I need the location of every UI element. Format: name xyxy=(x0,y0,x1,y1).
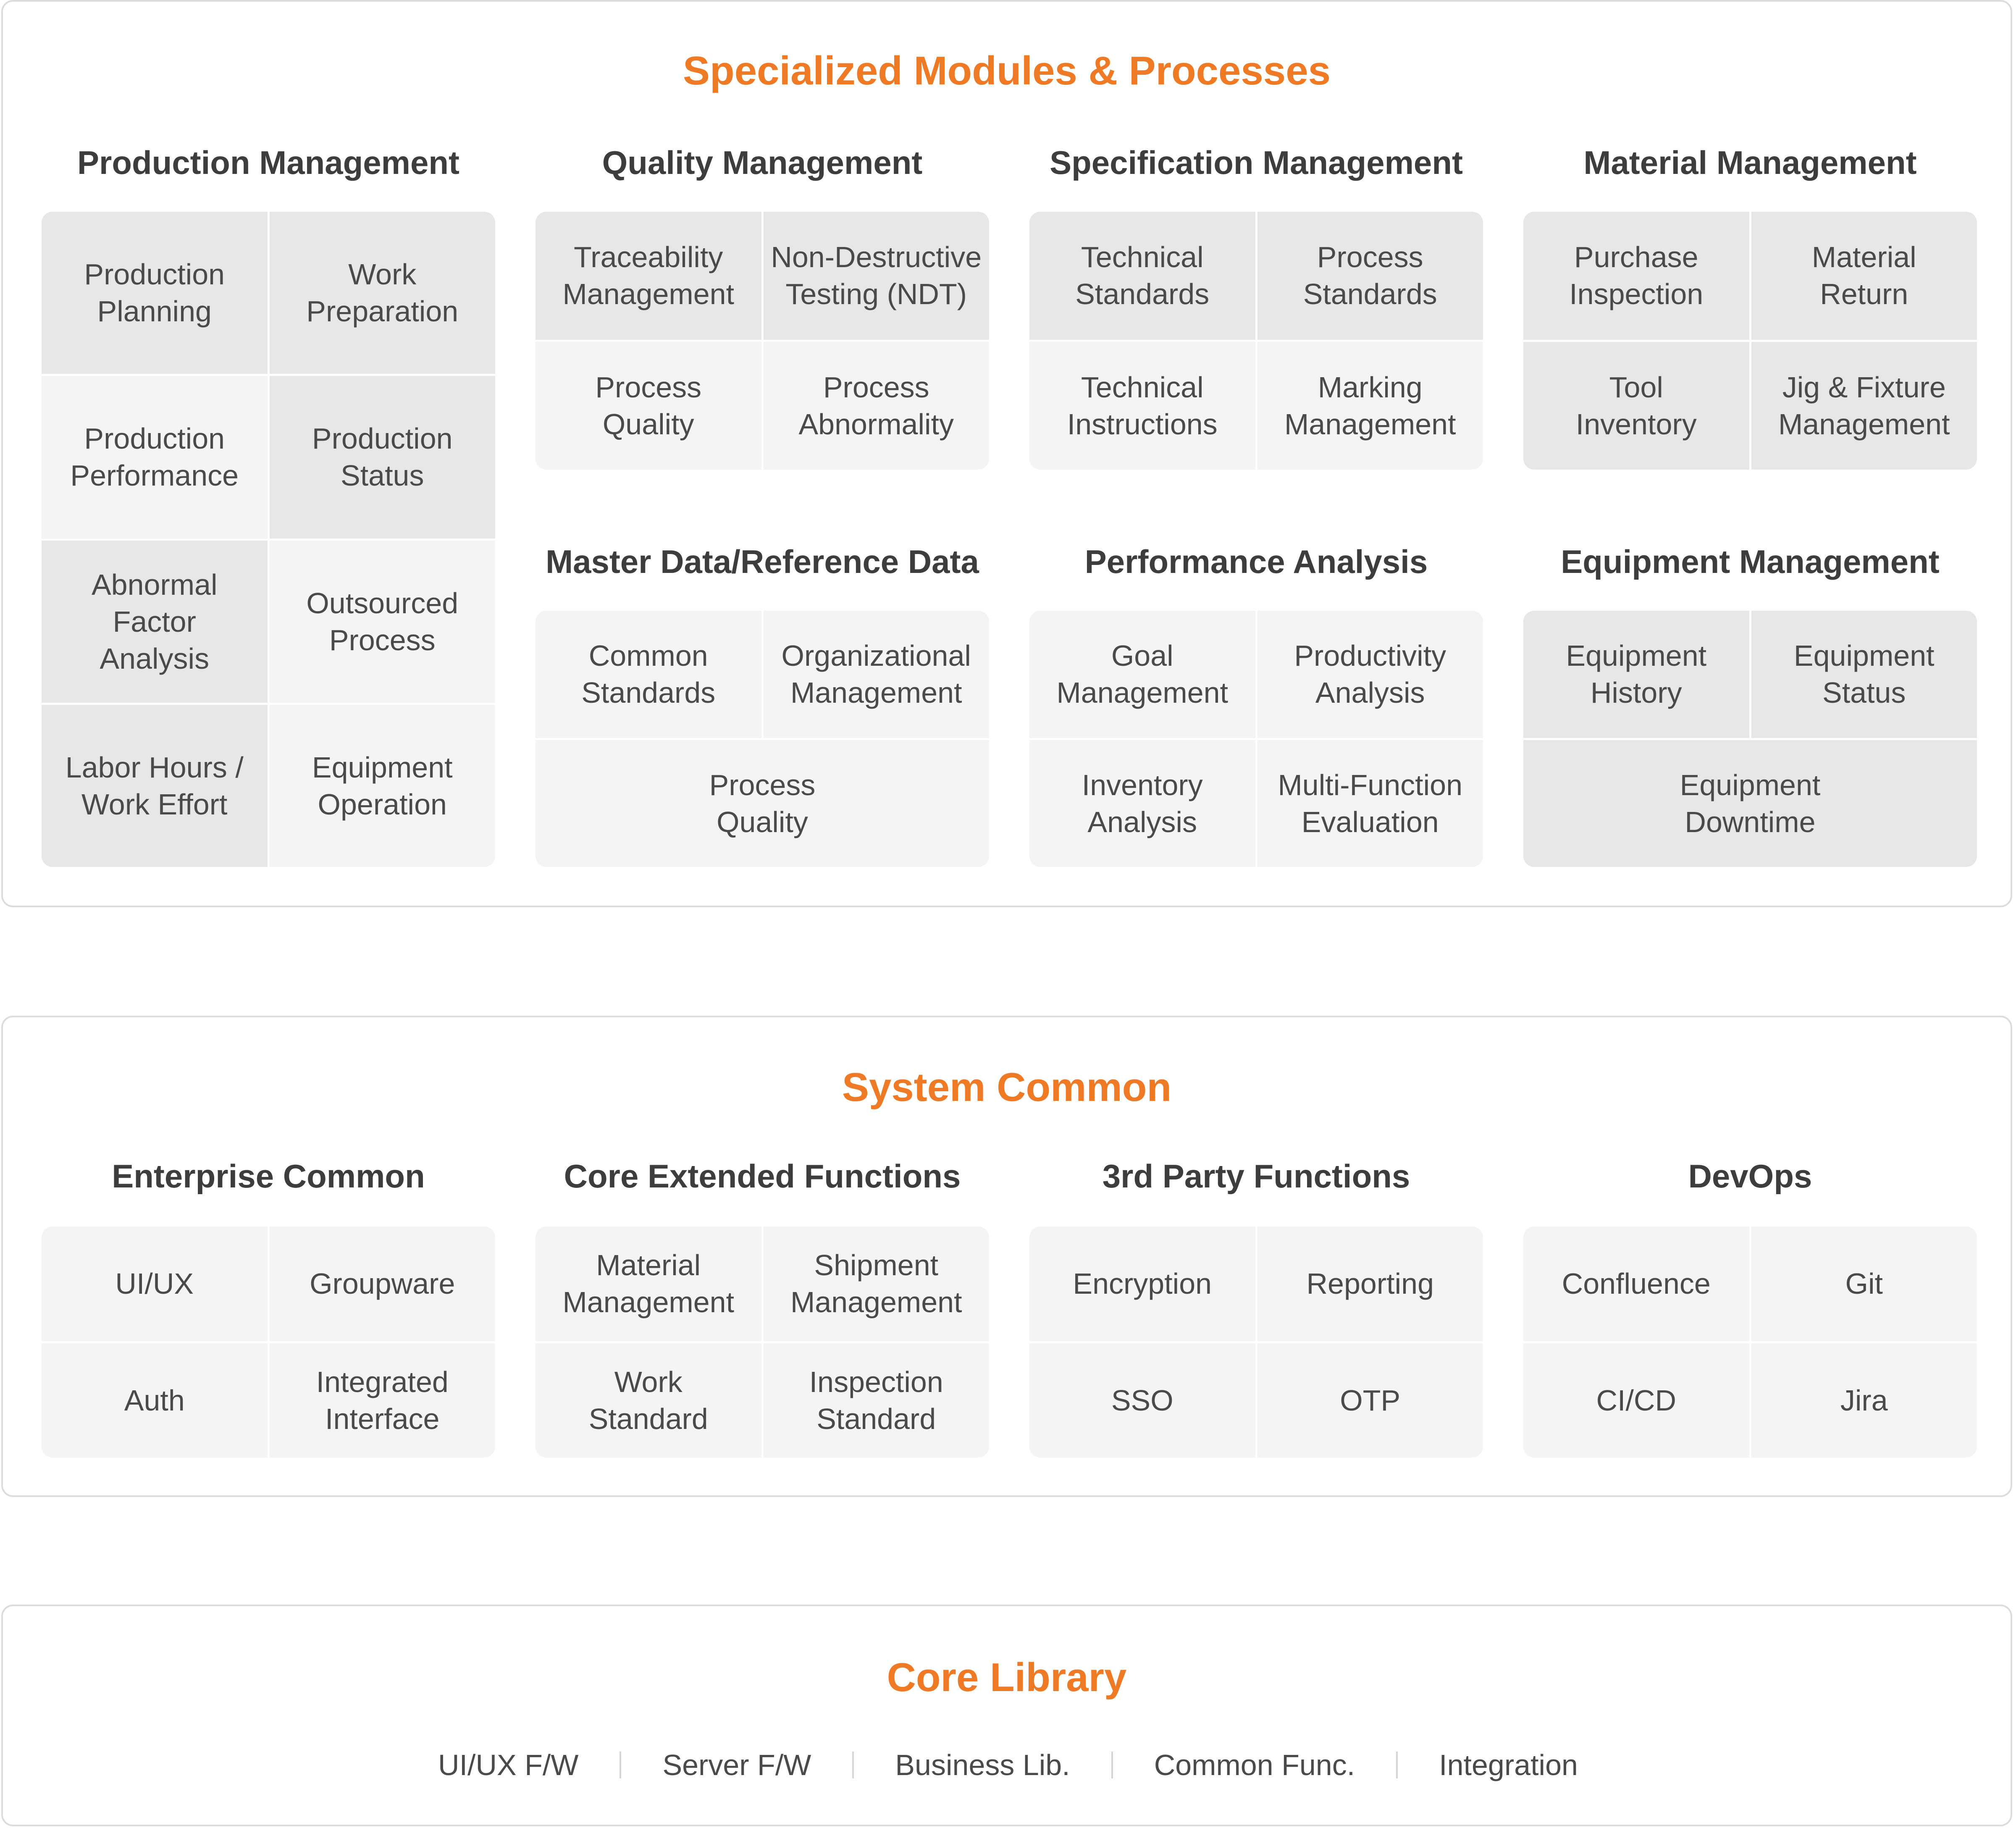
purchase-inspection-cell: Purchase Inspection xyxy=(1523,212,1749,340)
jira-cell: Jira xyxy=(1751,1343,1977,1458)
production-planning-cell: Production Planning xyxy=(42,212,268,374)
inventory-analysis-cell: Inventory Analysis xyxy=(1029,740,1255,867)
ui-ux-cell: UI/UX xyxy=(42,1227,268,1341)
productivity-analysis-cell: Productivity Analysis xyxy=(1257,611,1483,738)
otp-cell: OTP xyxy=(1257,1343,1483,1458)
production-performance-cell: Production Performance xyxy=(42,376,268,538)
technical-standards-cell: Technical Standards xyxy=(1029,212,1255,340)
equipment-history-cell: Equipment History xyxy=(1523,611,1749,738)
ci-cd-cell: CI/CD xyxy=(1523,1343,1749,1458)
core-item-common-func: Common Func. xyxy=(1154,1749,1355,1781)
core-library-title: Core Library xyxy=(887,1655,1127,1700)
confluence-cell: Confluence xyxy=(1523,1227,1749,1341)
specification-management-title: Specification Management xyxy=(1050,144,1463,181)
process-quality-cell: Process Quality xyxy=(536,342,761,470)
process-abnormality-cell: Process Abnormality xyxy=(764,342,990,470)
quality-management-grid xyxy=(536,212,989,470)
tool-inventory-cell: Tool Inventory xyxy=(1523,342,1749,470)
encryption-cell: Encryption xyxy=(1029,1227,1255,1341)
equipment-status-cell: Equipment Status xyxy=(1751,611,1977,738)
integrated-interface-cell: Integrated Interface xyxy=(270,1343,496,1458)
devops-grid xyxy=(1523,1227,1977,1458)
specialized-modules-panel xyxy=(1,0,2012,907)
system-common-title: System Common xyxy=(842,1065,1172,1110)
sso-cell: SSO xyxy=(1029,1343,1255,1458)
groupware-cell: Groupware xyxy=(270,1227,496,1341)
core-extended-title: Core Extended Functions xyxy=(564,1158,961,1195)
work-standard-cell: Work Standard xyxy=(536,1343,761,1458)
multi-function-evaluation-cell: Multi-Function Evaluation xyxy=(1257,740,1483,867)
auth-cell: Auth xyxy=(42,1343,268,1458)
quality-management-title: Quality Management xyxy=(602,144,923,181)
specialized-modules-title: Specialized Modules & Processes xyxy=(683,48,1331,93)
production-management-title: Production Management xyxy=(77,144,460,181)
outsourced-process-cell: Outsourced Process xyxy=(270,541,496,703)
material-management-ext-cell: Material Management xyxy=(536,1227,761,1341)
common-standards-cell: Common Standards xyxy=(536,611,761,738)
inspection-standard-cell: Inspection Standard xyxy=(764,1343,990,1458)
traceability-management-cell: Traceability Management xyxy=(536,212,761,340)
production-status-cell: Production Status xyxy=(270,376,496,538)
enterprise-common-title: Enterprise Common xyxy=(112,1158,425,1195)
reporting-cell: Reporting xyxy=(1257,1227,1483,1341)
equipment-management-grid xyxy=(1523,611,1977,867)
core-library-items xyxy=(0,1747,2016,1783)
process-standards-cell: Process Standards xyxy=(1257,212,1483,340)
jig-fixture-management-cell: Jig & Fixture Management xyxy=(1751,342,1977,470)
equipment-operation-cell: Equipment Operation xyxy=(270,705,496,867)
material-return-cell: Material Return xyxy=(1751,212,1977,340)
devops-title: DevOps xyxy=(1688,1158,1812,1195)
equipment-downtime-cell: Equipment Downtime xyxy=(1523,740,1977,867)
specification-management-grid xyxy=(1029,212,1483,470)
master-data-grid xyxy=(536,611,989,867)
ndt-cell: Non-Destructive Testing (NDT) xyxy=(764,212,990,340)
core-item-business-lib: Business Lib. xyxy=(895,1749,1070,1781)
labor-hours-cell: Labor Hours / Work Effort xyxy=(42,705,268,867)
core-extended-grid xyxy=(536,1227,989,1458)
master-process-quality-cell: Process Quality xyxy=(536,740,989,867)
performance-analysis-title: Performance Analysis xyxy=(1084,543,1428,580)
git-cell: Git xyxy=(1751,1227,1977,1341)
material-management-grid xyxy=(1523,212,1977,470)
marking-management-cell: Marking Management xyxy=(1257,342,1483,470)
master-data-title: Master Data/Reference Data xyxy=(546,543,979,580)
production-management-grid xyxy=(42,212,495,867)
goal-management-cell: Goal Management xyxy=(1029,611,1255,738)
core-item-server-fw: Server F/W xyxy=(662,1749,811,1781)
work-preparation-cell: Work Preparation xyxy=(270,212,496,374)
technical-instructions-cell: Technical Instructions xyxy=(1029,342,1255,470)
shipment-management-cell: Shipment Management xyxy=(764,1227,990,1341)
organizational-management-cell: Organizational Management xyxy=(764,611,990,738)
third-party-title: 3rd Party Functions xyxy=(1102,1158,1410,1195)
equipment-management-title: Equipment Management xyxy=(1561,543,1940,580)
core-item-integration: Integration xyxy=(1439,1749,1578,1781)
third-party-grid xyxy=(1029,1227,1483,1458)
enterprise-common-grid xyxy=(42,1227,495,1458)
system-common-panel xyxy=(1,1016,2012,1497)
performance-analysis-grid xyxy=(1029,611,1483,867)
abnormal-factor-analysis-cell: Abnormal Factor Analysis xyxy=(42,541,268,703)
core-library-panel xyxy=(1,1605,2012,1826)
core-item-uiux-fw: UI/UX F/W xyxy=(438,1749,579,1781)
material-management-title: Material Management xyxy=(1583,144,1917,181)
